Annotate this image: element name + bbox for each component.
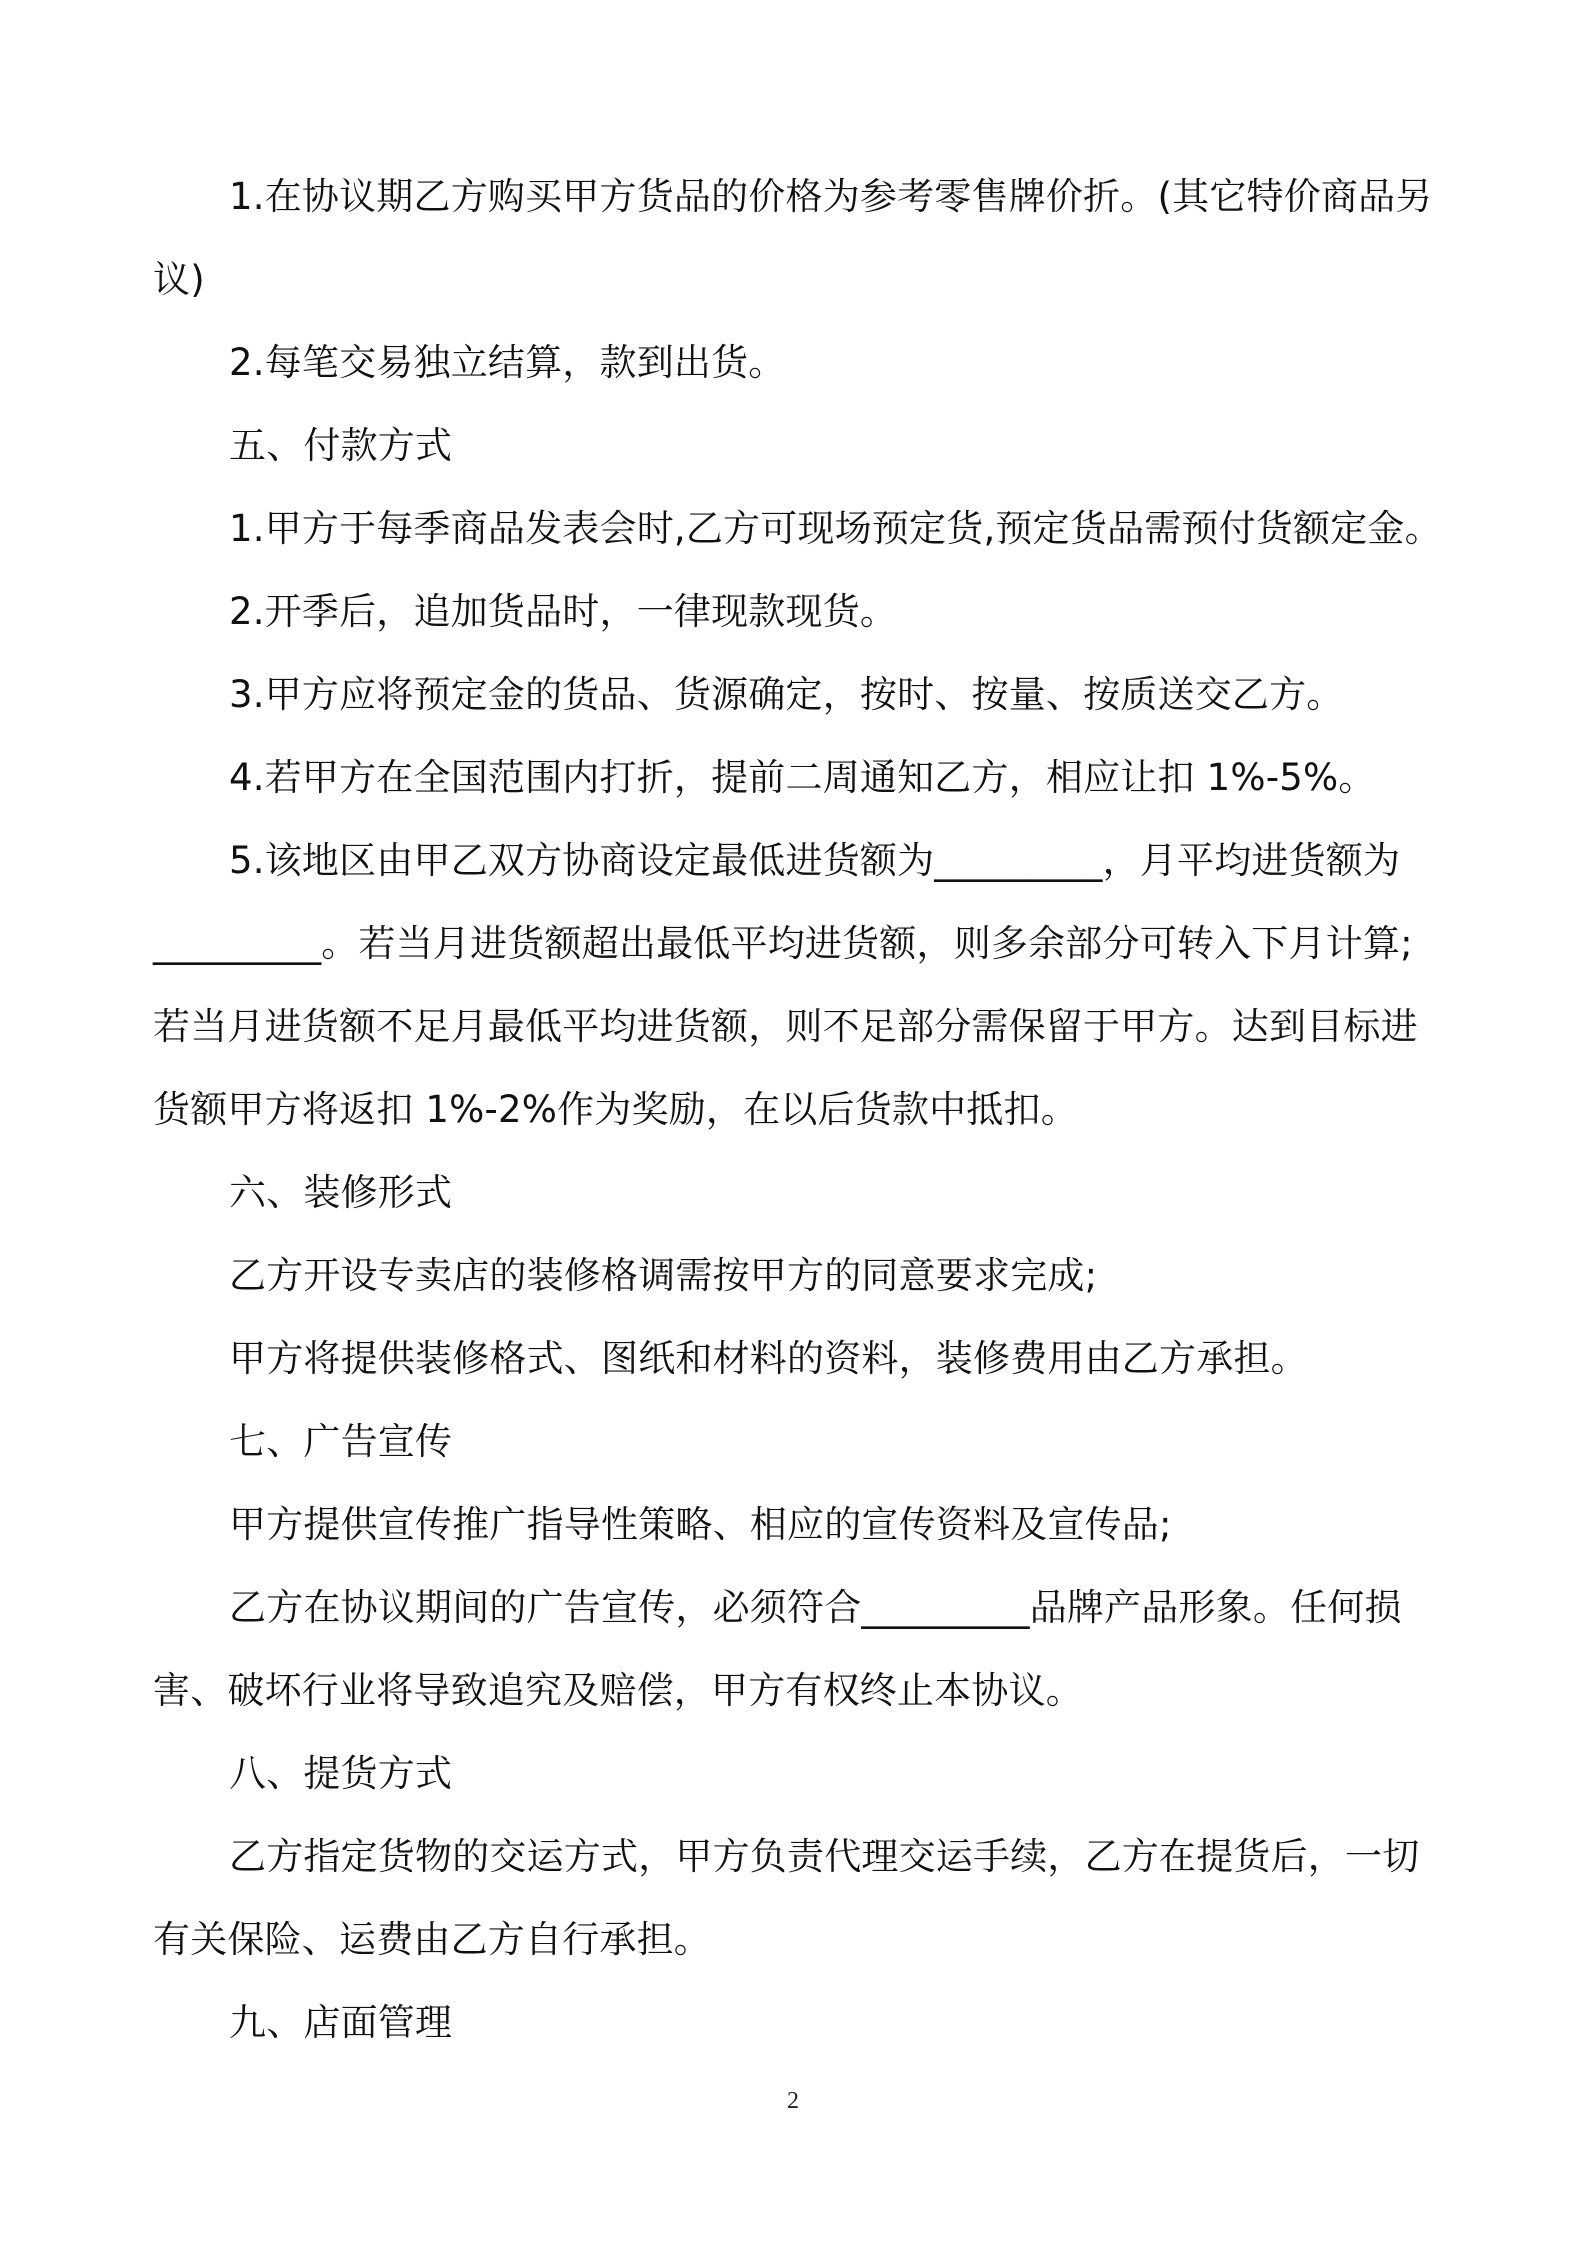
clause-5-5-line-1: 5.该地区由甲乙双方协商设定最低进货额为_________，月平均进货额为 <box>229 839 1401 882</box>
section-heading-payment: 五、付款方式 <box>229 424 453 467</box>
clause-6-1: 乙方开设专卖店的装修格调需按甲方的同意要求完成; <box>229 1254 1098 1297</box>
clause-5-2: 2.开季后，追加货品时，一律现款现货。 <box>229 590 898 633</box>
clause-6-2: 甲方将提供装修格式、图纸和材料的资料，装修费用由乙方承担。 <box>229 1337 1308 1380</box>
section-heading-decoration: 六、装修形式 <box>229 1171 453 1214</box>
clause-5-5-line-3: 若当月进货额不足月最低平均进货额，则不足部分需保留于甲方。达到目标进 <box>153 1005 1418 1048</box>
clause-7-2-line-2: 害、破坏行业将导致追究及赔偿，甲方有权终止本协议。 <box>153 1669 1083 1712</box>
section-heading-store-management: 九、店面管理 <box>229 2001 453 2044</box>
clause-7-2-line-1: 乙方在协议期间的广告宣传，必须符合_________品牌产品形象。任何损 <box>229 1586 1402 1629</box>
clause-4-1-line-1: 1.在协议期乙方购买甲方货品的价格为参考零售牌价折。(其它特价商品另 <box>229 175 1433 218</box>
clause-4-2: 2.每笔交易独立结算，款到出货。 <box>229 341 786 384</box>
clause-5-1: 1.甲方于每季商品发表会时,乙方可现场预定货,预定货品需预付货额定金。 <box>229 507 1442 550</box>
section-heading-pickup: 八、提货方式 <box>229 1752 453 1795</box>
page-number: 2 <box>787 2088 799 2114</box>
clause-5-5-line-2: _________。若当月进货额超出最低平均进货额，则多余部分可转入下月计算; <box>153 922 1413 965</box>
clause-7-1: 甲方提供宣传推广指导性策略、相应的宣传资料及宣传品; <box>229 1503 1172 1546</box>
section-heading-advertising: 七、广告宣传 <box>229 1420 453 1463</box>
clause-8-1-line-2: 有关保险、运费由乙方自行承担。 <box>153 1918 711 1961</box>
clause-5-3: 3.甲方应将预定金的货品、货源确定，按时、按量、按质送交乙方。 <box>229 673 1344 716</box>
clause-5-5-line-4: 货额甲方将返扣 1%-2%作为奖励，在以后货款中抵扣。 <box>153 1088 1078 1131</box>
clause-4-1-line-2: 议) <box>153 258 205 301</box>
clause-5-4: 4.若甲方在全国范围内打折，提前二周通知乙方，相应让扣 1%-5%。 <box>229 756 1376 799</box>
clause-8-1-line-1: 乙方指定货物的交运方式，甲方负责代理交运手续，乙方在提货后，一切 <box>229 1835 1420 1878</box>
